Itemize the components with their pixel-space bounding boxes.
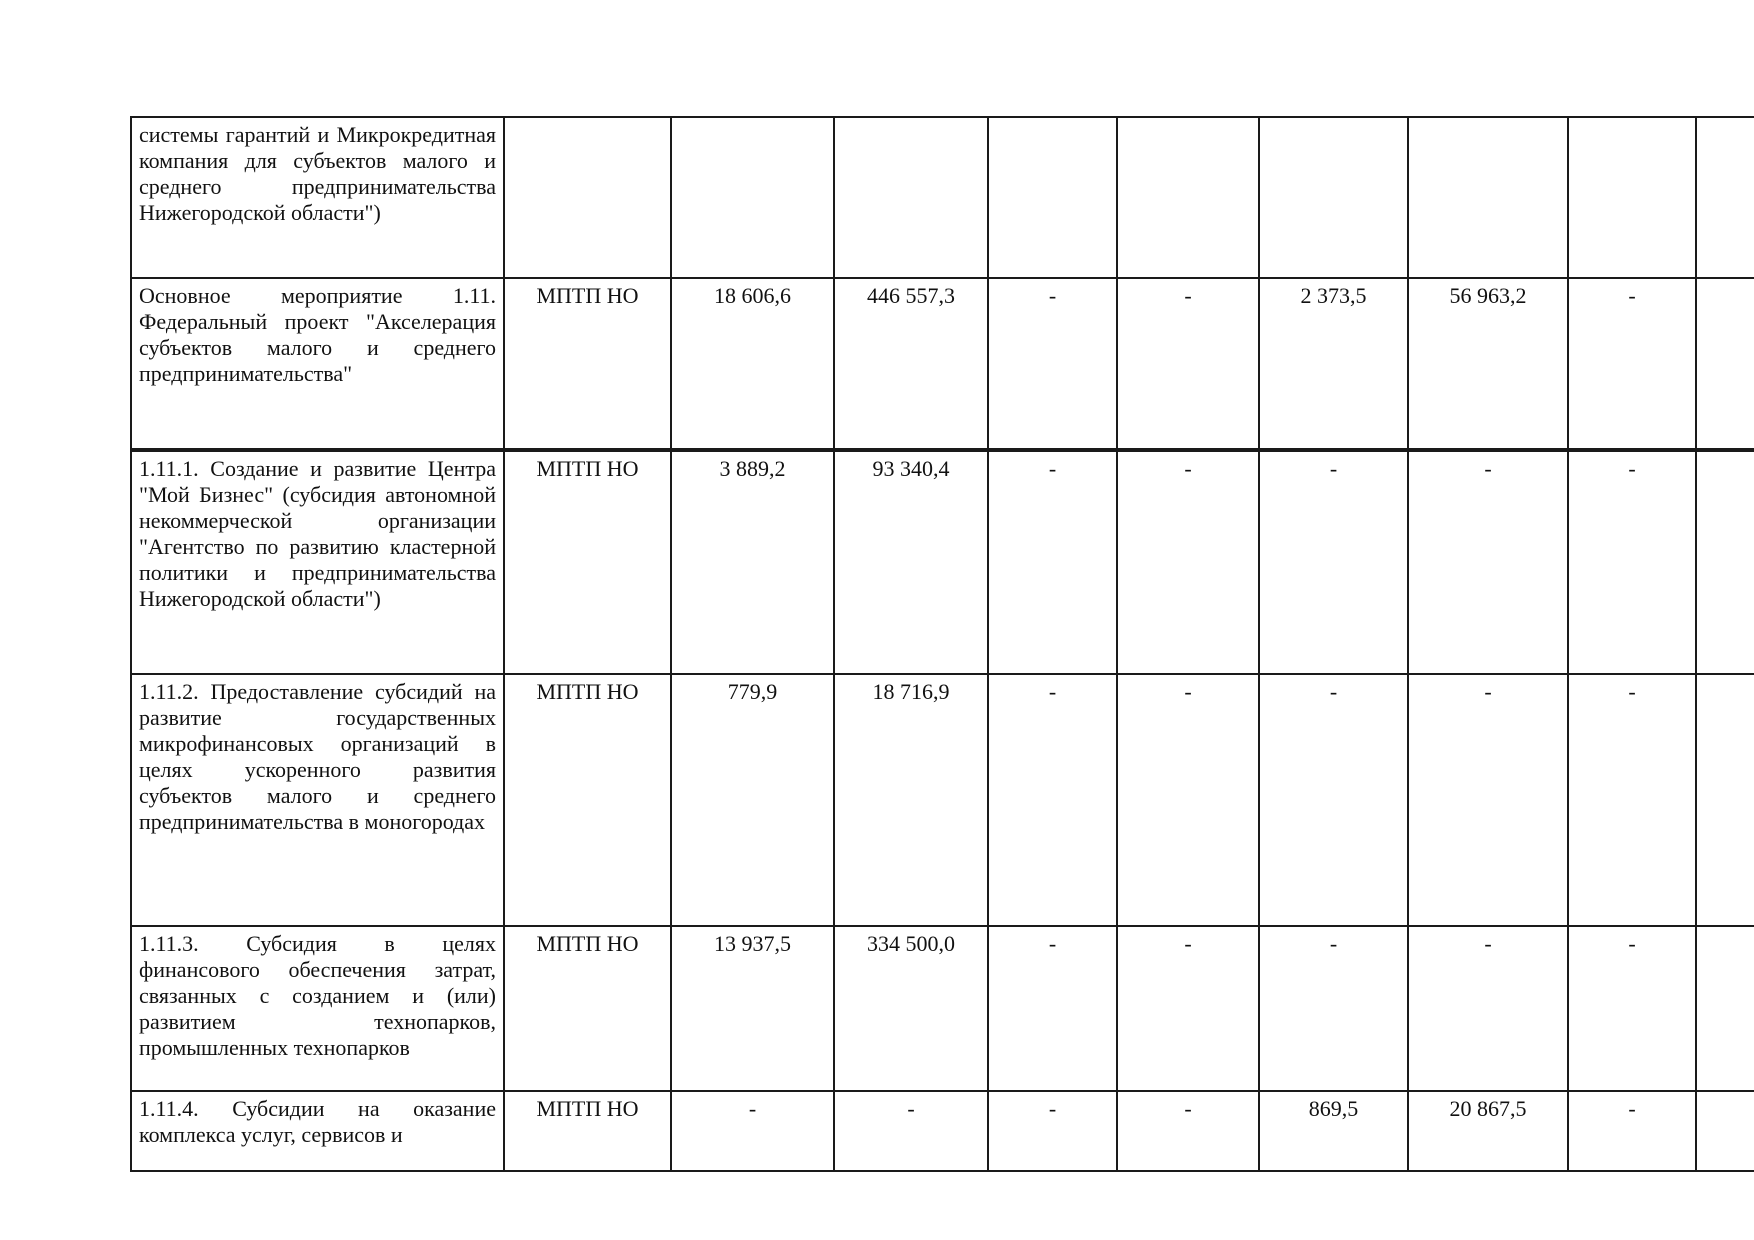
value-cell: 18 606,6 <box>671 278 834 450</box>
value-cell: - <box>1568 278 1696 450</box>
value-cell: 334 500,0 <box>834 926 988 1091</box>
value-cell: 779,9 <box>671 674 834 926</box>
executor-cell: МПТП НО <box>504 926 671 1091</box>
activity-cell: 1.11.4. Субсидии на оказание комплекса услуг, сервисов и <box>131 1091 504 1171</box>
value-cell: - <box>1117 450 1259 674</box>
value-cell: - <box>1259 674 1408 926</box>
value-cell: - <box>1568 926 1696 1091</box>
value-cell: - <box>834 1091 988 1171</box>
value-cell: - <box>1117 278 1259 450</box>
activity-cell: 1.11.1. Создание и развитие Центра "Мой Бизнес" (субсидия автономной некоммерческой организации "Агентство по развитию кластерной политики и предпринимательства Нижегородской области") <box>131 450 504 674</box>
value-cell: - <box>988 674 1117 926</box>
value-cell: - <box>988 450 1117 674</box>
executor-cell: МПТП НО <box>504 278 671 450</box>
value-cell: 3 889,2 <box>671 450 834 674</box>
activity-cell: 1.11.3. Субсидия в целях финансового обеспечения затрат, связанных с созданием и (или) развитием технопарков, промышленных технопарков <box>131 926 504 1091</box>
executor-cell <box>504 117 671 278</box>
value-cell: 446 557,3 <box>834 278 988 450</box>
value-cell: - <box>1117 926 1259 1091</box>
value-cell: - <box>1408 450 1568 674</box>
table-row <box>131 926 1754 1091</box>
value-cell: - <box>1408 674 1568 926</box>
value-cell: - <box>1117 1091 1259 1171</box>
value-cell <box>671 117 834 278</box>
value-cell: 56 963,2 <box>1408 278 1568 450</box>
value-cell: - <box>1259 450 1408 674</box>
value-cell <box>1259 117 1408 278</box>
value-cell <box>1696 926 1754 1091</box>
value-cell: - <box>988 1091 1117 1171</box>
value-cell <box>1696 117 1754 278</box>
value-cell <box>1696 1091 1754 1171</box>
value-cell <box>1568 117 1696 278</box>
value-cell: 869,5 <box>1259 1091 1408 1171</box>
value-cell: 18 716,9 <box>834 674 988 926</box>
value-cell: - <box>988 926 1117 1091</box>
value-cell: - <box>1568 674 1696 926</box>
executor-cell: МПТП НО <box>504 450 671 674</box>
table-row <box>131 674 1754 926</box>
value-cell: - <box>1568 450 1696 674</box>
table-row <box>131 450 1754 674</box>
table-row <box>131 278 1754 450</box>
value-cell <box>1696 278 1754 450</box>
value-cell: - <box>988 278 1117 450</box>
value-cell <box>834 117 988 278</box>
value-cell <box>1408 117 1568 278</box>
value-cell: 13 937,5 <box>671 926 834 1091</box>
value-cell <box>988 117 1117 278</box>
budget-table <box>130 116 1754 1172</box>
value-cell: 93 340,4 <box>834 450 988 674</box>
value-cell: - <box>1408 926 1568 1091</box>
executor-cell: МПТП НО <box>504 674 671 926</box>
value-cell: 2 373,5 <box>1259 278 1408 450</box>
activity-cell: Основное мероприятие 1.11. Федеральный проект "Акселерация субъектов малого и среднего предпринимательства" <box>131 278 504 450</box>
value-cell: - <box>1259 926 1408 1091</box>
value-cell: 20 867,5 <box>1408 1091 1568 1171</box>
value-cell: - <box>1117 674 1259 926</box>
value-cell <box>1117 117 1259 278</box>
table-row <box>131 117 1754 278</box>
activity-cell: 1.11.2. Предоставление субсидий на развитие государственных микрофинансовых организаций в целях ускоренного развития субъектов малого и среднего предпринимательства в моногородах <box>131 674 504 926</box>
value-cell: - <box>671 1091 834 1171</box>
value-cell <box>1696 450 1754 674</box>
executor-cell: МПТП НО <box>504 1091 671 1171</box>
value-cell: - <box>1568 1091 1696 1171</box>
value-cell <box>1696 674 1754 926</box>
activity-cell: системы гарантий и Микрокредитная компания для субъектов малого и среднего предпринимательства Нижегородской области") <box>131 117 504 278</box>
table-row <box>131 1091 1754 1171</box>
